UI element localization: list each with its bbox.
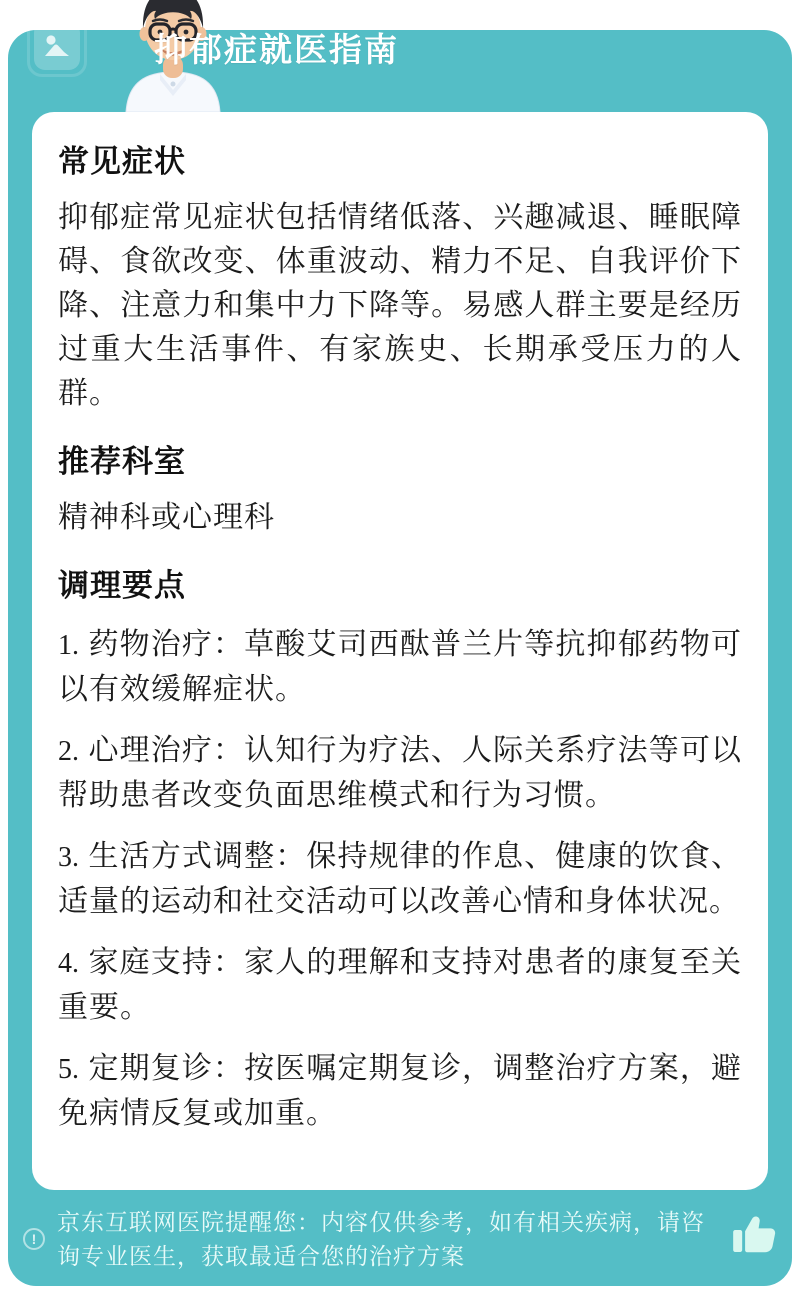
care-item-4-text: 家庭支持：家人的理解和支持对患者的康复至关重要。 bbox=[58, 946, 742, 1024]
photo-image-glyph bbox=[41, 29, 73, 63]
care-item-3-text: 生活方式调整：保持规律的作息、健康的饮食、适量的运动和社交活动可以改善心情和身体状况。 bbox=[58, 840, 742, 918]
header bbox=[8, 0, 792, 112]
footer-disclaimer: 京东互联网医院提醒您：内容仅供参考，如有相关疾病，请咨询专业医生，获取最适合您的治疗方案 bbox=[57, 1209, 705, 1269]
care-item-4-number: 4. bbox=[58, 948, 79, 979]
thumbs-up-icon[interactable] bbox=[728, 1206, 782, 1262]
care-item-2-text: 心理治疗：认知行为疗法、人际关系疗法等可以帮助患者改变负面思维模式和行为习惯。 bbox=[58, 734, 742, 812]
care-item-2 bbox=[58, 729, 742, 818]
care-item-1 bbox=[58, 623, 742, 712]
symptoms-body: 抑郁症常见症状包括情绪低落、兴趣减退、睡眠障碍、食欲改变、体重波动、精力不足、自我评价下降、注意力和集中力下降等。易感人群主要是经历过重大生活事件、有家族史、长期承受压力的人群。 bbox=[58, 201, 742, 410]
care-heading: 调理要点 bbox=[58, 568, 186, 603]
care-item-1-number: 1. bbox=[58, 630, 79, 661]
department-heading: 推荐科室 bbox=[58, 444, 186, 479]
info-alert-icon: ! bbox=[23, 1228, 45, 1250]
content-card bbox=[32, 112, 768, 1190]
department-body: 精神科或心理科 bbox=[58, 501, 275, 534]
care-item-1-text: 药物治疗：草酸艾司西酞普兰片等抗抑郁药物可以有效缓解症状。 bbox=[58, 628, 742, 706]
care-item-5 bbox=[58, 1047, 742, 1136]
care-item-3-number: 3. bbox=[58, 842, 79, 873]
symptoms-heading: 常见症状 bbox=[58, 144, 186, 179]
care-item-4 bbox=[58, 941, 742, 1030]
care-item-5-text: 定期复诊：按医嘱定期复诊，调整治疗方案，避免病情反复或加重。 bbox=[58, 1052, 742, 1130]
care-item-3 bbox=[58, 835, 742, 924]
care-item-2-number: 2. bbox=[58, 736, 79, 767]
care-item-5-number: 5. bbox=[58, 1054, 79, 1085]
photo-image-icon bbox=[34, 22, 80, 70]
page-title: 抑郁症就医指南 bbox=[154, 31, 399, 68]
